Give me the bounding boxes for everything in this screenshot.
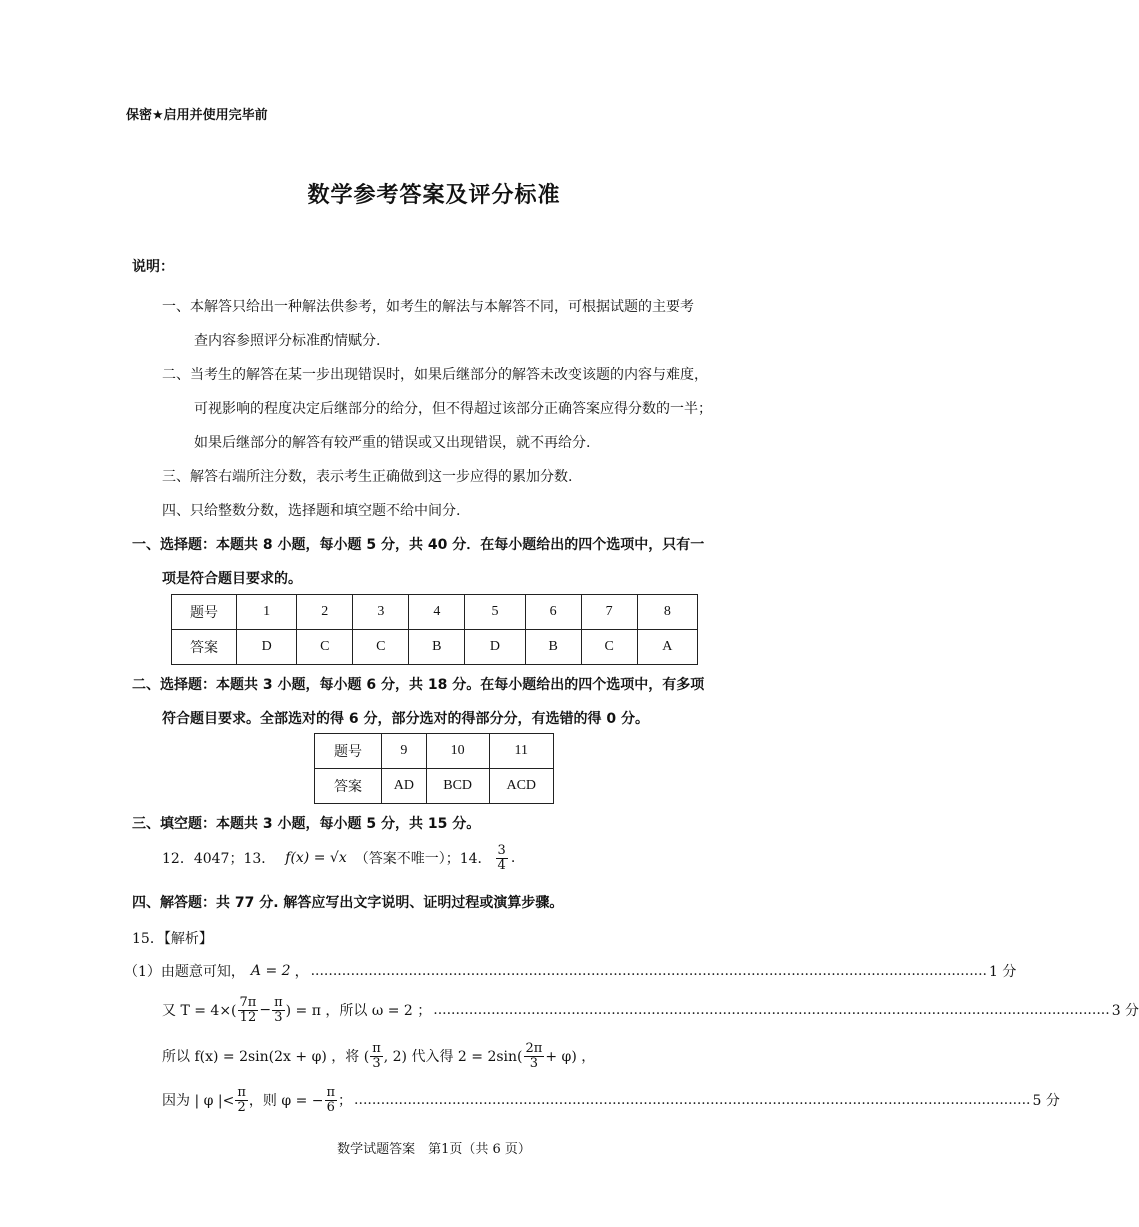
- fraction-denominator: 3: [529, 1055, 539, 1071]
- step-text: 又 T = 4×(: [162, 1003, 237, 1019]
- table-cell: 6: [525, 595, 581, 630]
- table-header-cell: 答案: [315, 769, 382, 804]
- table-header-cell: 题号: [315, 734, 382, 769]
- fraction-denominator: 4: [497, 857, 506, 873]
- table-cell: 8: [637, 595, 697, 630]
- fraction-denominator: 3: [372, 1055, 381, 1071]
- fraction: [370, 1042, 383, 1070]
- fraction-denominator: 2: [237, 1099, 246, 1115]
- step-text: ；: [338, 1093, 353, 1109]
- section4-line: 四、解答题：共 77 分. 解答应写出文字说明、证明过程或演算步骤。: [132, 895, 564, 911]
- note-line: 一、本解答只给出一种解法供参考，如考生的解法与本解答不同，可根据试题的主要考: [162, 299, 694, 315]
- solution-step: 因为 | φ |< $\frac{\pi}{2}$ ，则 φ = − $\frac{\pi}{6}$ ； ........................................................................................................................................................ 5 分: [162, 1084, 1060, 1115]
- note-line: 三、解答右端所注分数，表示考生正确做到这一步应得的累加分数.: [162, 469, 573, 485]
- table-cell: C: [581, 630, 637, 665]
- section1-line: 项是符合题目要求的。: [162, 571, 302, 587]
- solution-step: [162, 1036, 595, 1076]
- fraction-numerator: π: [372, 1040, 381, 1056]
- step-expr: A = 2: [250, 963, 291, 979]
- note-line: 查内容参照评分标准酌情赋分.: [194, 333, 381, 349]
- table-cell: 1: [237, 595, 297, 630]
- answer-14-fraction: [496, 844, 508, 872]
- fraction-numerator: π: [274, 994, 283, 1010]
- step-score: 1 分: [989, 964, 1017, 980]
- note-line: 如果后继部分的解答有较严重的错误或又出现错误，就不再给分.: [194, 435, 591, 451]
- step-text: 所以 f(x) = 2sin(2x + φ) ，将 (: [162, 1049, 370, 1065]
- step-text: 因为 | φ |<: [162, 1093, 235, 1109]
- table-cell: C: [297, 630, 353, 665]
- fraction: [272, 996, 285, 1024]
- fraction-numerator: π: [326, 1084, 336, 1100]
- fraction-denominator: 6: [326, 1099, 335, 1115]
- table-cell: 11: [489, 734, 553, 769]
- answer-table-mc: [171, 594, 698, 665]
- table-cell: ACD: [489, 769, 553, 804]
- table-cell: B: [525, 630, 581, 665]
- table-cell: A: [637, 630, 697, 665]
- question15-heading: 15．【解析】: [132, 931, 213, 947]
- answer-13-expr: f(x) = √x: [285, 850, 347, 867]
- table-header-cell: 题号: [172, 595, 237, 630]
- table-cell: 9: [382, 734, 427, 769]
- table-cell: B: [409, 630, 465, 665]
- confidential-label: 保密★启用并使用完毕前: [126, 108, 268, 123]
- note-line: 二、当考生的解答在某一步出现错误时，如果后继部分的解答未改变该题的内容与难度，: [162, 367, 708, 383]
- fill-blank-answers: 12．4047；13． f(x) = √x （答案不唯一）；14． $\frac{3}{4}$ .: [162, 843, 516, 873]
- fraction: [325, 1086, 338, 1114]
- solution-step: 又 T = 4×( $\frac{7\pi}{12}$ − $\frac{\pi}{3}$ ) = π ，所以 ω = 2 ； ........................................................................................................................................................ 3 分: [162, 994, 1139, 1025]
- fraction-numerator: 3: [497, 843, 506, 858]
- table-cell: 3: [353, 595, 409, 630]
- table-header-cell: 答案: [172, 630, 237, 665]
- table-cell: 7: [581, 595, 637, 630]
- step-score: 3 分: [1111, 1003, 1139, 1019]
- table-cell: D: [237, 630, 297, 665]
- answer-table-multi: [314, 733, 554, 804]
- table-cell: 5: [465, 595, 525, 630]
- step-text: ) = π ，所以 ω = 2 ；: [285, 1003, 432, 1019]
- page-title: 数学参考答案及评分标准: [307, 183, 561, 208]
- table-cell: AD: [382, 769, 427, 804]
- notes-heading: 说明：: [132, 259, 174, 275]
- fraction-denominator: 3: [274, 1009, 283, 1025]
- step-text: ，则 φ = −: [248, 1093, 324, 1109]
- table-cell: C: [353, 630, 409, 665]
- step-text: （1）由题意可知，: [124, 964, 245, 980]
- answer-12: 12．4047；13．: [162, 851, 276, 868]
- section2-line: 二、选择题：本题共 3 小题，每小题 6 分，共 18 分。在每小题给出的四个选项中，有多项: [132, 677, 705, 693]
- section2-line: 符合题目要求。全部选对的得 6 分，部分选对的得部分分，有选错的得 0 分。: [162, 711, 649, 727]
- note-line: 四、只给整数分数，选择题和填空题不给中间分.: [162, 503, 461, 519]
- step-text: , 2) 代入得 2 = 2sin(: [383, 1049, 523, 1065]
- fraction: [235, 1086, 248, 1114]
- step-text: −: [259, 1002, 272, 1018]
- answer-13-note: （答案不唯一）；14．: [354, 851, 492, 868]
- fraction: [238, 996, 259, 1024]
- table-cell: 4: [409, 595, 465, 630]
- table-cell: D: [465, 630, 525, 665]
- fraction-numerator: 7π: [239, 994, 257, 1010]
- table-cell: 10: [426, 734, 489, 769]
- fraction: [524, 1042, 545, 1070]
- step-score: 5 分: [1032, 1093, 1060, 1109]
- solution-step: （1）由题意可知， A = 2 ， ........................................................................................................................................................ 1 分: [124, 963, 1017, 980]
- section3-line: 三、填空题：本题共 3 小题，每小题 5 分，共 15 分。: [132, 816, 481, 832]
- table-cell: BCD: [426, 769, 489, 804]
- table-cell: 2: [297, 595, 353, 630]
- fraction-numerator: 2π: [525, 1040, 543, 1056]
- step-text: + φ) ，: [545, 1049, 596, 1065]
- fraction-denominator: 12: [239, 1009, 257, 1025]
- note-line: 可视影响的程度决定后继部分的给分，但不得超过该部分正确答案应得分数的一半；: [194, 401, 712, 417]
- fraction-numerator: π: [237, 1084, 246, 1100]
- page-footer: 数学试题答案 第1页（共 6 页）: [337, 1142, 531, 1157]
- section1-line: 一、选择题：本题共 8 小题，每小题 5 分，共 40 分．在每小题给出的四个选项中，只有一: [132, 537, 705, 553]
